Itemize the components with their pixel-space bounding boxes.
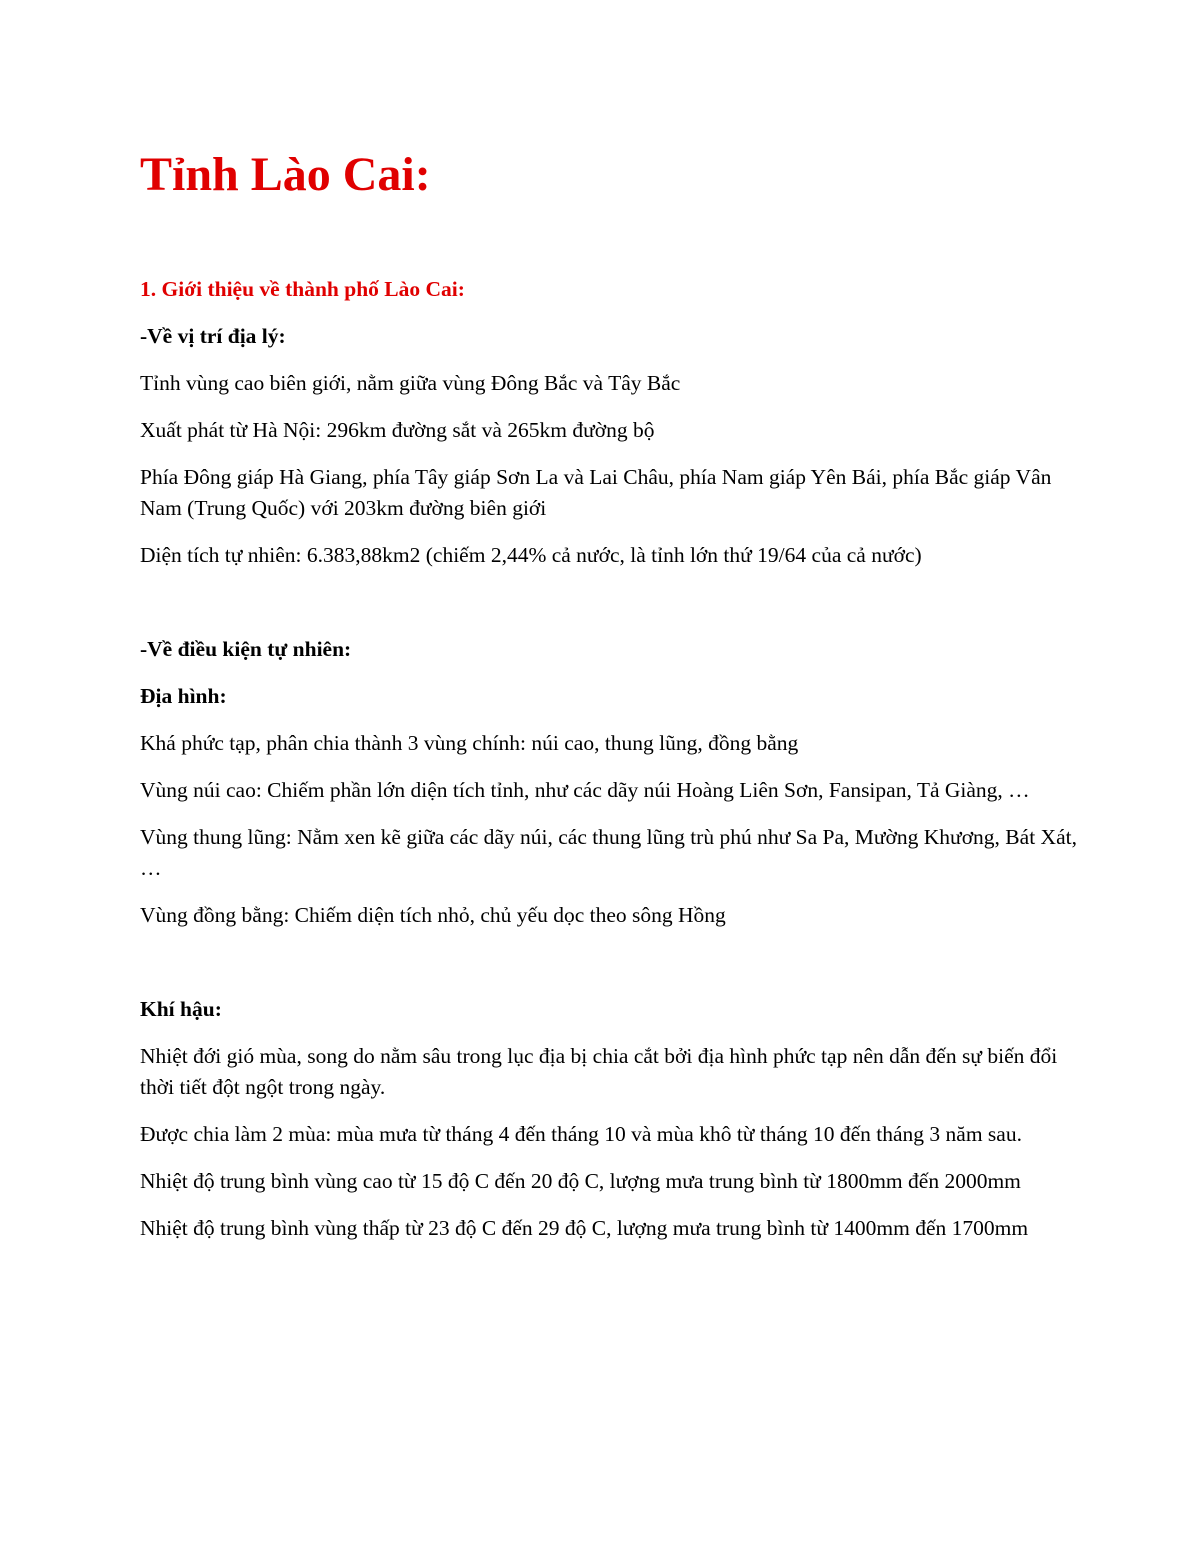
nature-heading: -Về điều kiện tự nhiên: (140, 637, 352, 661)
climate-heading: Khí hậu: (140, 997, 222, 1021)
geography-line: Phía Đông giáp Hà Giang, phía Tây giáp Sơn La và Lai Châu, phía Nam giáp Yên Bái, phía Bắc giáp Vân Nam (Trung Quốc) với 203km đường biên giới (140, 465, 1052, 520)
section-heading: 1. Giới thiệu về thành phố Lào Cai: (140, 277, 465, 301)
climate-line: Nhiệt độ trung bình vùng cao từ 15 độ C đến 20 độ C, lượng mưa trung bình từ 1800mm đến 2000mm (140, 1169, 1021, 1193)
geography-line: Diện tích tự nhiên: 6.383,88km2 (chiếm 2,44% cả nước, là tỉnh lớn thứ 19/64 của cả nước) (140, 543, 922, 567)
climate-line: Nhiệt đới gió mùa, song do nằm sâu trong lục địa bị chia cắt bởi địa hình phức tạp nên dẫn đến sự biến đổi thời tiết đột ngột trong ngày. (140, 1044, 1058, 1099)
terrain-line: Khá phức tạp, phân chia thành 3 vùng chính: núi cao, thung lũng, đồng bằng (140, 731, 799, 755)
terrain-line: Vùng núi cao: Chiếm phần lớn diện tích tỉnh, như các dãy núi Hoàng Liên Sơn, Fansipan, Tả Giàng, … (140, 778, 1030, 802)
document-body (140, 274, 1080, 1260)
climate-line: Được chia làm 2 mùa: mùa mưa từ tháng 4 đến tháng 10 và mùa khô từ tháng 10 đến tháng 3 năm sau. (140, 1122, 1022, 1146)
terrain-line: Vùng đồng bằng: Chiếm diện tích nhỏ, chủ yếu dọc theo sông Hồng (140, 903, 726, 927)
geography-heading: -Về vị trí địa lý: (140, 324, 286, 348)
terrain-heading: Địa hình: (140, 684, 227, 708)
geography-line: Tỉnh vùng cao biên giới, nằm giữa vùng Đông Bắc và Tây Bắc (140, 371, 681, 395)
document-title: Tỉnh Lào Cai: (140, 148, 431, 201)
terrain-line: Vùng thung lũng: Nằm xen kẽ giữa các dãy núi, các thung lũng trù phú như Sa Pa, Mường Khương, Bát Xát, … (140, 825, 1077, 880)
climate-line: Nhiệt độ trung bình vùng thấp từ 23 độ C đến 29 độ C, lượng mưa trung bình từ 1400mm đến 1700mm (140, 1216, 1029, 1240)
geography-line: Xuất phát từ Hà Nội: 296km đường sắt và 265km đường bộ (140, 418, 655, 442)
